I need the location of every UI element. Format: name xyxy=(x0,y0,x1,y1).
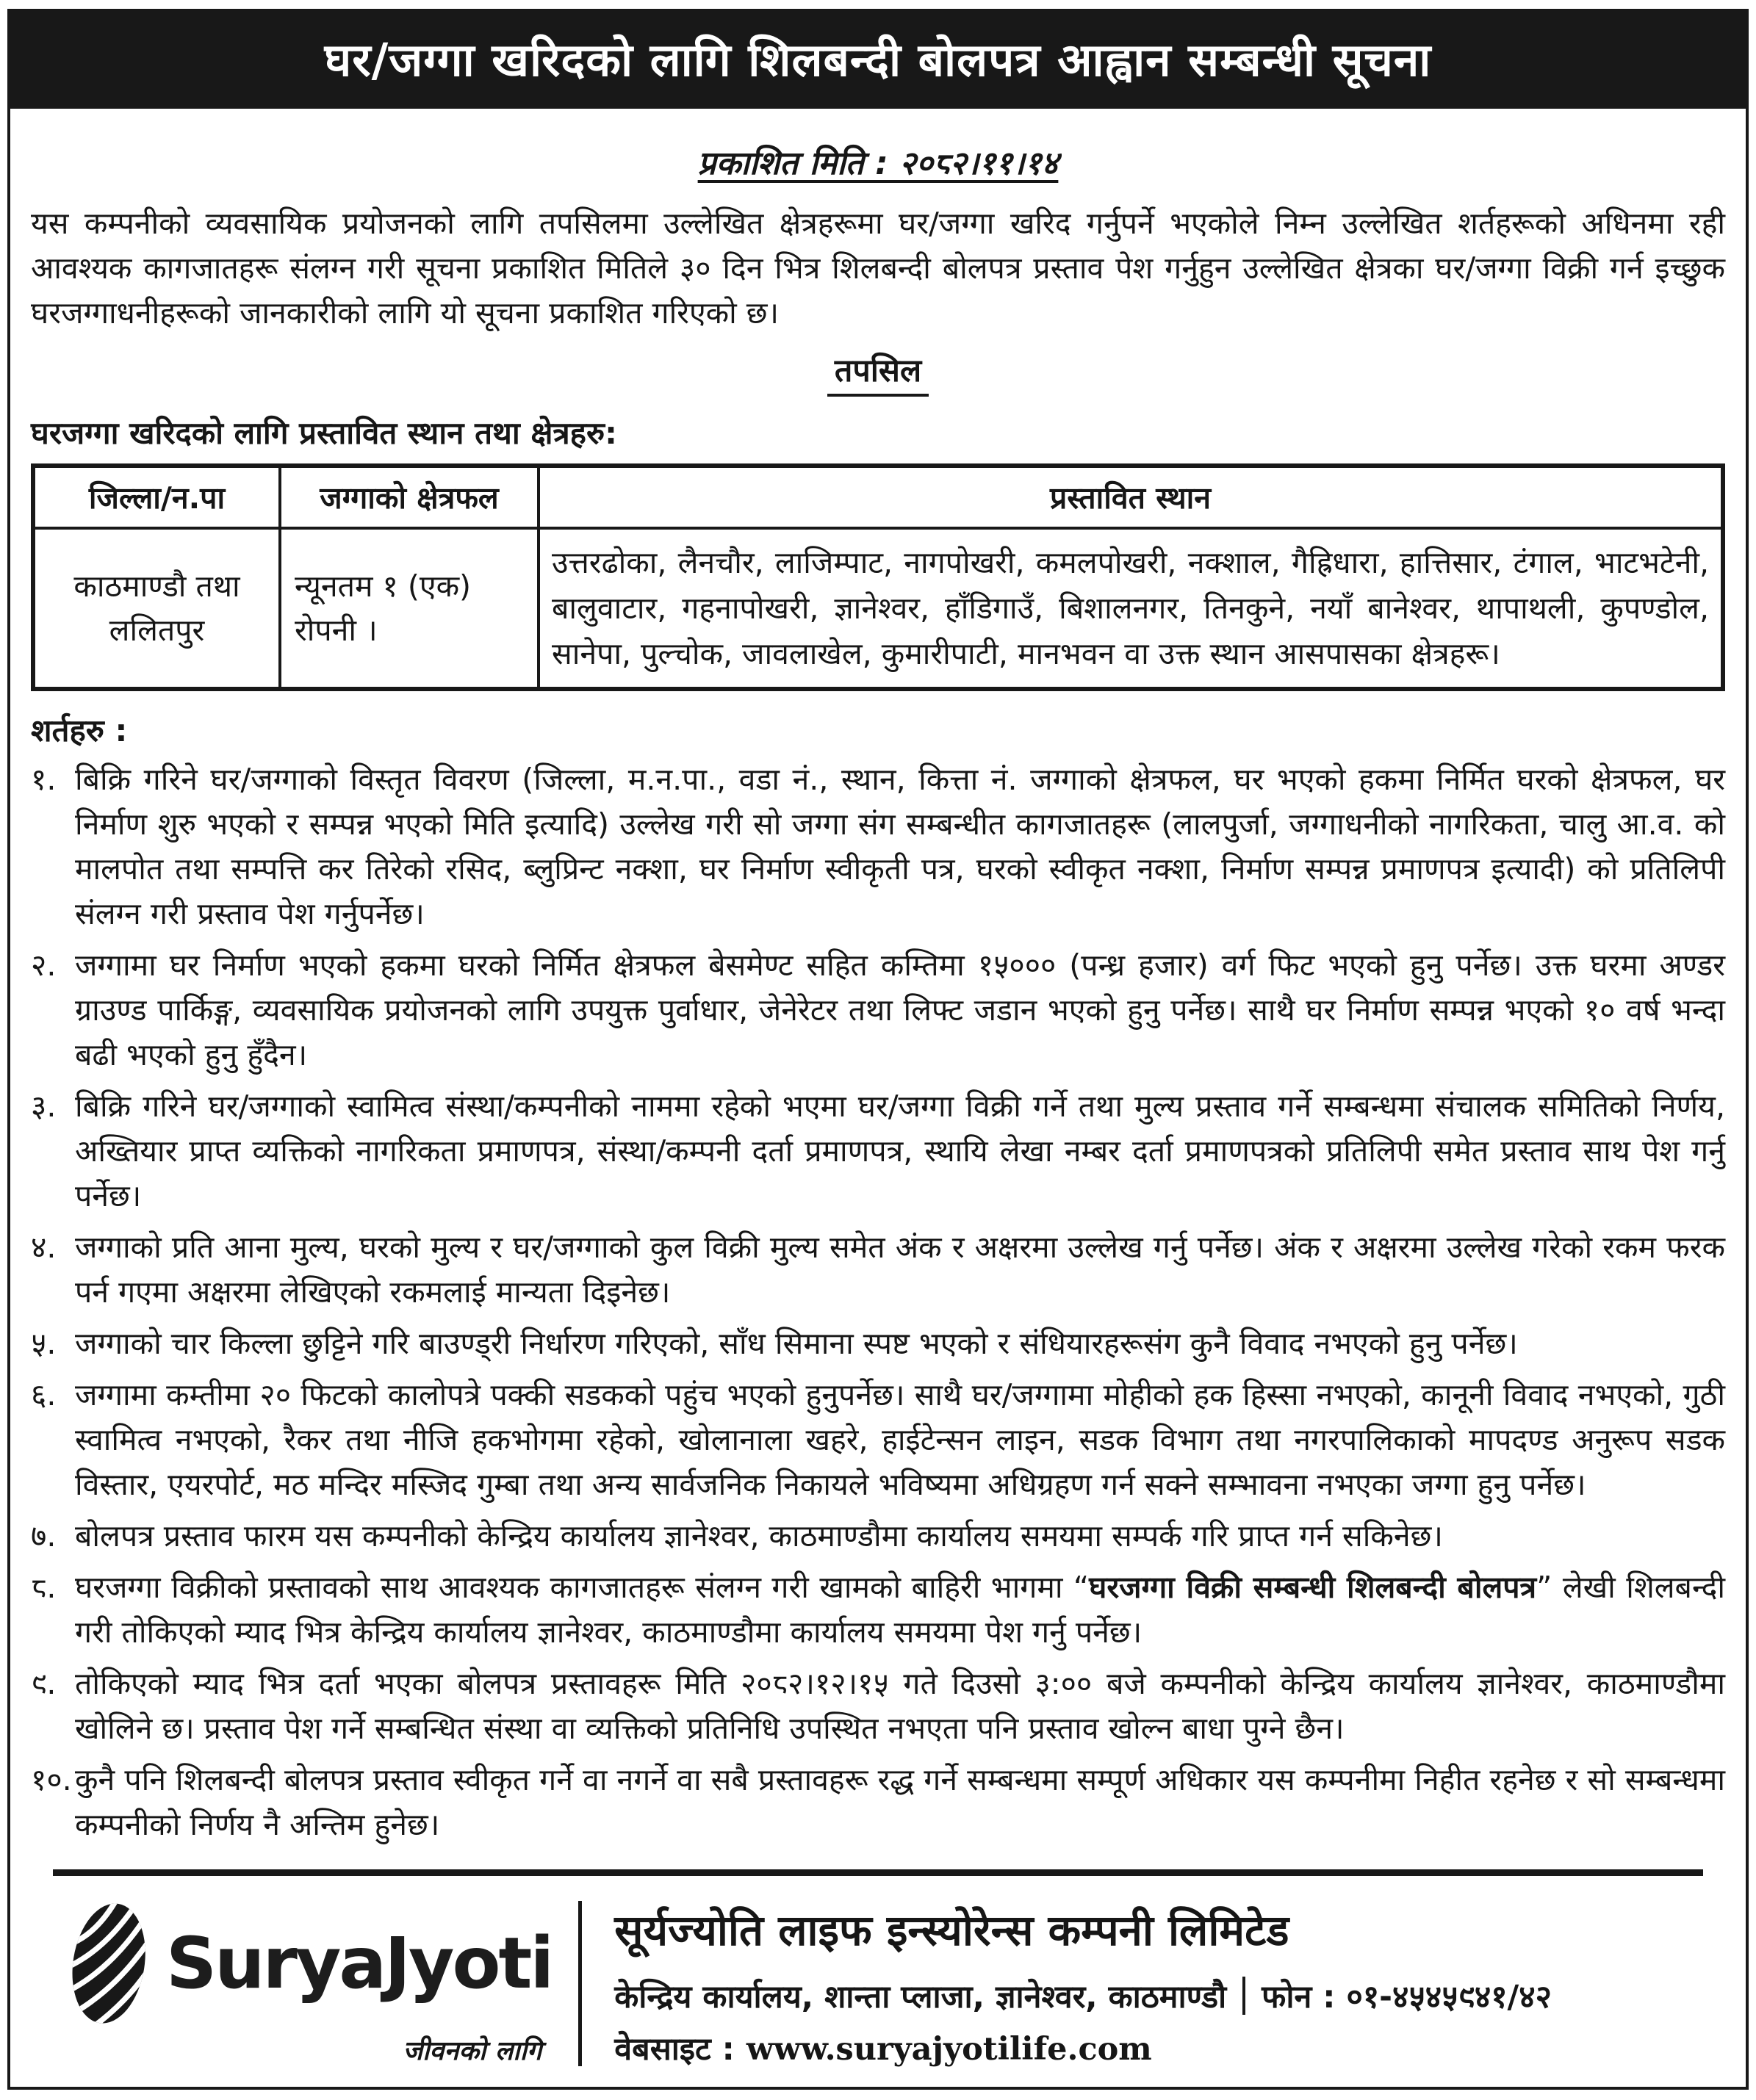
proposed-places-table xyxy=(31,463,1725,691)
term-text-segment: ” लेखी शिलबन्दी गरी तोकिएको म्याद भित्र केन्द्रिय कार्यालय ज्ञानेश्वर, काठमाण्डौमा कार्यालय समयमा पेश गर्नु पर्नेछ। xyxy=(75,1570,1726,1650)
term-number: २. xyxy=(31,948,57,983)
term-text: बिक्रि गरिने घर/जग्गाको स्वामित्व संस्था/कम्पनीको नाममा रहेको भएमा घर/जग्गा विक्री गर्ने तथा मुल्य प्रस्ताव गर्ने सम्बन्धमा संचालक समितिको निर्णय, अख्तियार प्राप्त व्यक्तिको नागरिकता प्रमाणपत्र, संस्था/कम्पनी दर्ता प्रमाणपत्र, स्थायि लेखा नम्बर दर्ता प्रमाणपत्रको प्रतिलिपी समेत प्रस्ताव साथ पेश गर्नु पर्नेछ। xyxy=(75,1089,1725,1213)
published-date: प्रकाशित मिति : २०८२।११।१४ xyxy=(697,145,1059,182)
term-text: कुनै पनि शिलबन्दी बोलपत्र प्रस्ताव स्वीकृत गर्ने वा नगर्ने वा सबै प्रस्तावहरू रद्ध गर्ने सम्बन्धमा सम्पूर्ण अधिकार यस कम्पनीमा निहीत रहनेछ र सो सम्बन्धमा कम्पनीको निर्णय नै अन्तिम हुनेछ। xyxy=(75,1762,1725,1842)
term-text-bold-segment: घरजग्गा विक्री सम्बन्धी शिलबन्दी बोलपत्र xyxy=(1089,1570,1537,1605)
cell-locations: उत्तरढोका, लैनचौर, लाजिम्पाट, नागपोखरी, कमलपोखरी, नक्शाल, गैह्रिधारा, हात्तिसार, टंगाल, भाटभटेनी, बालुवाटार, गहनापोखरी, ज्ञानेश्वर, हाँडिगाउँ, बिशालनगर, तिनकुने, नयाँ बानेश्वर, थापाथली, कुपण्डोल, सानेपा, पुल्चोक, जावलाखेल, कुमारीपाटी, मानभवन वा उक्त स्थान आसपासका क्षेत्रहरू। xyxy=(539,528,1723,689)
term-item-10 xyxy=(31,1758,1725,1847)
term-number: ८. xyxy=(31,1570,57,1605)
logo-wordmark: SuryaJyoti xyxy=(166,1922,553,2005)
term-text: तोकिएको म्याद भित्र दर्ता भएका बोलपत्र प्रस्तावहरू मिति २०८२।१२।१५ गते दिउसो ३:०० बजे कम्पनीको केन्द्रिय कार्यालय ज्ञानेश्वर, काठमाण्डौमा खोलिने छ। प्रस्ताव पेश गर्ने सम्बन्धित संस्था वा व्यक्तिको प्रतिनिधि उपस्थित नभएता पनि प्रस्ताव खोल्न बाधा पुग्ने छैन। xyxy=(75,1666,1725,1746)
footer-divider-rule xyxy=(53,1869,1703,1876)
footer-vertical-divider xyxy=(578,1901,582,2066)
table-header-row xyxy=(33,466,1723,528)
column-header-locations: प्रस्तावित स्थान xyxy=(539,466,1723,528)
page-title: घर/जग्गा खरिदको लागि शिलबन्दी बोलपत्र आह्वान सम्बन्धी सूचना xyxy=(324,33,1432,87)
cell-area: न्यूनतम १ (एक) रोपनी । xyxy=(280,528,539,689)
term-number: ४. xyxy=(31,1230,57,1265)
term-item-8 xyxy=(31,1565,1725,1655)
column-header-district: जिल्ला/न.पा xyxy=(33,466,280,528)
notice-content xyxy=(7,109,1749,2090)
notice-title-bar xyxy=(7,9,1749,109)
term-text-segment: घरजग्गा विक्रीको प्रस्तावको साथ आवश्यक कागजातहरू संलग्न गरी खामको बाहिरी भागमा “ xyxy=(75,1570,1090,1605)
term-number: ७. xyxy=(31,1518,57,1554)
term-text: जग्गामा कम्तीमा २० फिटको कालोपत्रे पक्की सडकको पहुंच भएको हुनुपर्नेछ। साथै घर/जग्गामा मोहीको हक हिस्सा नभएको, कानूनी विवाद नभएको, गुठी स्वामित्व नभएको, रैकर तथा नीजि हकभोगमा रहेको, खोलानाला खहरे, हाईटेन्सन लाइन, सडक विभाग तथा नगरपालिकाको मापदण्ड अनुरूप सडक विस्तार, एयरपोर्ट, मठ मन्दिर मस्जिद गुम्बा तथा अन्य सार्वजनिक निकायले भविष्यमा अधिग्रहण गर्न सक्ने सम्भावना नभएका जग्गा हुनु पर्नेछ। xyxy=(75,1377,1725,1502)
company-address-line xyxy=(614,1974,1718,2017)
term-number: ६. xyxy=(31,1377,57,1412)
term-text: बोलपत्र प्रस्ताव फारम यस कम्पनीको केन्द्रिय कार्यालय ज्ञानेश्वर, काठमाण्डौमा कार्यालय समयमा सम्पर्क गरि प्राप्त गर्न सकिनेछ। xyxy=(75,1518,1443,1554)
company-name: सूर्यज्योति लाइफ इन्स्योरेन्स कम्पनी लिमिटेड xyxy=(614,1905,1289,1955)
company-logo-block xyxy=(69,1898,552,2069)
website-url: www.suryajyotilife.com xyxy=(746,2031,1152,2068)
term-item-9 xyxy=(31,1661,1725,1751)
terms-heading: शर्तहरु : xyxy=(31,712,128,748)
tapsil-heading: तपसिल xyxy=(827,347,929,397)
company-info-block xyxy=(614,1898,1718,2069)
intro-paragraph: यस कम्पनीको व्यवसायिक प्रयोजनको लागि तपसिलमा उल्लेखित क्षेत्रहरूमा घर/जग्गा खरिद गर्नुपर्ने भएकोले निम्न उल्लेखित शर्तहरूको अधिनमा रही आवश्यक कागजातहरू संलग्न गरी सूचना प्रकाशित मितिले ३० दिन भित्र शिलबन्दी बोलपत्र प्रस्ताव पेश गर्नुहुन उल्लेखित क्षेत्रका घर/जग्गा विक्री गर्न इच्छुक घरजग्गाधनीहरूको जानकारीको लागि यो सूचना प्रकाशित गरिएको छ। xyxy=(31,206,1725,331)
tapsil-heading-row xyxy=(31,347,1725,397)
term-item-7 xyxy=(31,1514,1725,1559)
term-item-3 xyxy=(31,1084,1725,1219)
suryajyoti-logo-icon xyxy=(69,1898,151,2029)
terms-list xyxy=(31,757,1725,1847)
term-number: ३. xyxy=(31,1089,57,1124)
term-item-4 xyxy=(31,1225,1725,1315)
address-phone-separator xyxy=(1242,1977,1245,2015)
company-phone: फोन : ०१-४५४५९४१/४२ xyxy=(1262,1979,1552,2016)
term-text: बिक्रि गरिने घर/जग्गाको विस्तृत विवरण (जिल्ला, म.न.पा., वडा नं., स्थान, कित्ता नं. जग्गाको क्षेत्रफल, घर भएको हकमा निर्मित घरको क्षेत्रफल, घर निर्माण शुरु भएको र सम्पन्न भएको मिति इत्यादि) उल्लेख गरी सो जग्गा संग सम्बन्धीत कागजातहरू (लालपुर्जा, जग्गाधनीको नागरिकता, चालु आ.व. को मालपोत तथा सम्पत्ति कर तिरेको रसिद, ब्लुप्रिन्ट नक्शा, घर निर्माण स्वीकृती पत्र, घरको स्वीकृत नक्शा, निर्माण सम्पन्न प्रमाणपत्र इत्यादी) को प्रतिलिपी संलग्न गरी प्रस्ताव पेश गर्नुपर्नेछ। xyxy=(75,762,1725,931)
term-item-2 xyxy=(31,943,1725,1078)
table-caption: घरजग्गा खरिदको लागि प्रस्तावित स्थान तथा क्षेत्रहरु: xyxy=(31,415,617,451)
term-text: जग्गाको चार किल्ला छुट्टिने गरि बाउण्ड्री निर्धारण गरिएको, साँध सिमाना स्पष्ट भएको र संधियारहरूसंग कुनै विवाद नभएको हुनु पर्नेछ। xyxy=(75,1326,1518,1361)
logo-tagline: जीवनको लागि xyxy=(403,2036,542,2066)
footer xyxy=(31,1876,1725,2069)
company-website-line xyxy=(614,2026,1718,2069)
term-number: ५. xyxy=(31,1326,57,1361)
term-number: ९. xyxy=(31,1666,57,1701)
term-item-1 xyxy=(31,757,1725,937)
table-row xyxy=(33,528,1723,689)
term-text: जग्गाको प्रति आना मुल्य, घरको मुल्य र घर/जग्गाको कुल विक्री मुल्य समेत अंक र अक्षरमा उल्लेख गर्नु पर्नेछ। अंक र अक्षरमा उल्लेख गरेको रकम फरक पर्न गएमा अक्षरमा लेखिएको रकमलाई मान्यता दिइनेछ। xyxy=(75,1230,1725,1310)
term-number: १. xyxy=(31,762,57,797)
term-text: जग्गामा घर निर्माण भएको हकमा घरको निर्मित क्षेत्रफल बेसमेण्ट सहित कम्तिमा १५००० (पन्ध्र हजार) वर्ग फिट भएको हुनु पर्नेछ। उक्त घरमा अण्डर ग्राउण्ड पार्किङ्ग, व्यवसायिक प्रयोजनको लागि उपयुक्त पुर्वाधार, जेनेरेटर तथा लिफ्ट जडान भएको हुनु पर्नेछ। साथै घर निर्माण सम्पन्न भएको १० वर्ष भन्दा बढी भएको हुनु हुँदैन। xyxy=(75,948,1725,1072)
term-item-6 xyxy=(31,1373,1725,1507)
term-text xyxy=(75,1565,1725,1655)
cell-district: काठमाण्डौ तथा ललितपुर xyxy=(33,528,280,689)
term-number: १०. xyxy=(31,1762,72,1797)
logo-row xyxy=(69,1898,552,2029)
website-label: वेबसाइट : xyxy=(614,2031,735,2068)
column-header-area: जग्गाको क्षेत्रफल xyxy=(280,466,539,528)
term-item-5 xyxy=(31,1321,1725,1366)
company-address: केन्द्रिय कार्यालय, शान्ता प्लाजा, ज्ञानेश्वर, काठमाण्डौ xyxy=(614,1979,1227,2016)
